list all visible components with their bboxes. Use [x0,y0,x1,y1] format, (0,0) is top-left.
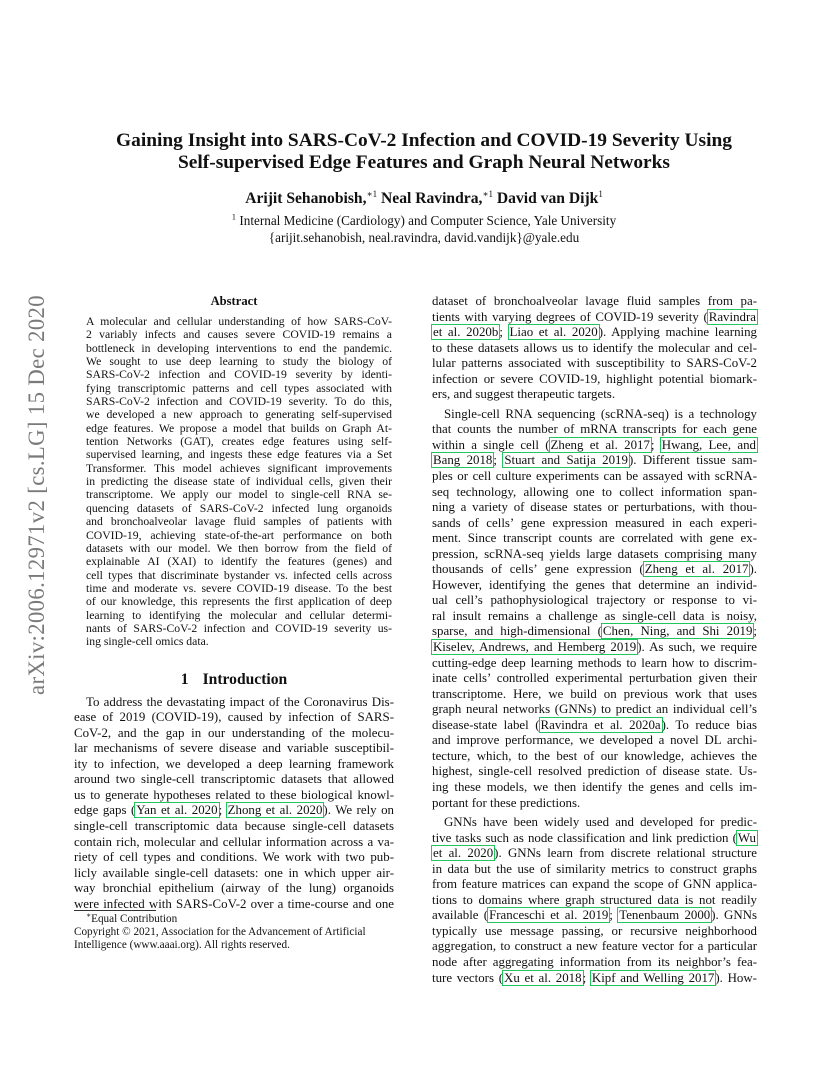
text-run: available ( [432,908,489,923]
text-line [432,780,757,796]
text-run: lar mechanisms of severe disease and variable susceptibil- [74,741,394,756]
text-run: ; [582,970,591,985]
text-run: graph neural networks (GNNs) to predict an individual cell’s [432,702,757,717]
text-line [432,624,757,640]
abstract-line: and bronchoalveolar lavage fluid samples of patients with [86,515,392,529]
text-line [432,609,757,625]
footnote-text: Equal Contribution [91,913,178,925]
text-line [432,516,757,532]
text-run: portant for these predictions. [432,795,581,810]
text-line [74,835,394,851]
text-line [432,310,757,326]
abstract-line: Transformer. This model achieves significant improvements [86,461,392,475]
text-line [432,846,757,862]
text-run: inate cells’ controlled experimental perturbation given their [432,671,757,686]
abstract-line: cell types that discriminate bystander vs. infected cells across [86,568,392,582]
text-line [432,764,757,780]
abstract-line: SARS-CoV-2 infection and COVID-19 severity. To do this, [86,395,392,409]
citation-link[interactable]: et al. 2020 [433,846,494,861]
text-run: ). To reduce bias [661,717,757,732]
citation-link[interactable]: Stuart and Satija 2019 [504,453,628,468]
text-line [74,772,394,788]
text-line [432,718,757,734]
text-run: ples or cell culture experiments can be assayed with scRNA- [432,469,757,484]
text-run: ing these models, we then identify the genes and cells im- [432,779,757,794]
author-name: Arijit Sehanobish, [245,190,367,207]
text-run: sands of cells’ gene expression measured in each experi- [432,515,757,530]
text-line [432,485,757,501]
text-line [432,422,757,438]
text-run: cutting-edge deep learning methods to learn how to discrim- [432,655,757,670]
text-run: tive tasks such as node classification and link prediction ( [432,830,737,845]
text-line [74,788,394,804]
text-line [432,640,757,656]
text-line [432,387,757,403]
text-run: within a single cell ( [432,437,550,452]
abstract-line: COVID-19, achieving state-of-the-art performance on both [86,528,392,542]
text-line [74,819,394,835]
citation-link[interactable]: Hwang, Lee, and [661,437,756,452]
abstract-line: ing single-cell omics data. [86,635,209,649]
text-line [432,924,757,940]
section-heading-introduction [74,671,394,689]
citation-link[interactable]: Ravindra et al. 2020a [540,717,661,732]
text-line [432,656,757,672]
citation-link[interactable]: Franceschi et al. 2019 [489,908,609,923]
text-run: CoV-2, and the gap in our understanding of the molecu- [74,725,394,740]
affiliation-block [96,212,752,246]
text-run: licly available single-cell datasets: one in which upper air- [74,865,394,880]
text-run: ). Different tissue sam- [628,453,757,468]
citation-link[interactable]: Tenenbaum 2000 [619,908,711,923]
text-line [432,294,757,310]
text-line [74,850,394,866]
text-run: that counts the number of mRNA transcripts for each gene [432,422,757,437]
text-line [432,733,757,749]
text-run: dataset of bronchoalveolar lavage fluid samples from pa- [432,294,757,308]
text-run: ). GNNs [711,908,757,923]
left-column [74,294,394,912]
text-run: However, identifying the genes that determine an individ- [432,577,757,592]
text-line [432,372,757,388]
citation-link[interactable]: Chen, Ning, and Shi 2019 [602,624,753,639]
author-affil-marker: ∗1 [366,188,378,199]
text-run: to these datasets allows us to identify the molecular and cel- [432,340,757,355]
text-line [432,971,757,987]
body-paragraph [432,407,757,811]
text-run: tients with varying degrees of COVID-19 severity ( [432,309,708,324]
abstract-line: of our knowledge, this represents the first application of deep [86,595,392,609]
copyright-line: Intelligence (www.aaai.org). All rights reserved. [74,939,290,952]
text-run: single-cell transcriptomic data because single-cell datasets [74,818,394,833]
author-name: Neal Ravindra, [381,190,483,207]
body-paragraph [432,294,757,403]
abstract-section [74,294,394,649]
abstract-line: 2 variably infects and causes severe COVID-19 remains a [86,328,392,342]
text-line [74,881,394,897]
text-run: ; [650,437,661,452]
abstract-line: quencing datasets of SARS-CoV-2 infected lung organoids [86,501,392,515]
text-run: disease-state label ( [432,717,540,732]
abstract-line: We sought to use deep learning to study the biology of [86,355,392,369]
text-line [432,749,757,765]
text-line [432,578,757,594]
text-line [432,702,757,718]
abstract-line: we developed a new approach to generating self-supervised [86,408,392,422]
abstract-text [74,315,394,649]
citation-link[interactable]: Wu [737,830,756,845]
abstract-line: tention Networks (GAT), creates edge features using self- [86,435,392,449]
text-line [432,500,757,516]
abstract-line: datasets with our model. We then borrow from the field of [86,541,392,555]
text-run: infection or severe COVID-19, highlight potential biomark- [432,371,757,386]
citation-link[interactable]: Liao et al. 2020 [509,325,598,340]
arxiv-side-stamp [8,285,60,705]
citation-link[interactable]: Xu et al. 2018 [504,970,582,985]
text-line [432,469,757,485]
affiliation-marker: 1 [231,211,237,222]
section-title: Introduction [202,670,288,688]
text-run: way bronchial epithelium (airway of the lung) organoids [74,881,394,896]
text-run: seq technology, allowing one to collect information span- [432,484,757,499]
text-run: ). We rely on [323,803,394,818]
citation-link[interactable]: Kipf and Welling 2017 [591,970,715,985]
text-line [74,866,394,882]
text-line [432,531,757,547]
text-run: were infected with SARS-CoV-2 over a time-course and one [74,896,394,911]
abstract-line: explainable AI (XAI) to identify the features (genes) and [86,555,392,569]
text-line [432,438,757,454]
text-run: ). [749,562,757,577]
author-name: David van Dijk [496,190,599,207]
title-line-1: Gaining Insight into SARS-CoV-2 Infection and COVID-19 Severity Using [116,130,732,151]
introduction-paragraph [74,695,394,913]
text-run: ). How- [715,970,757,985]
text-line [432,407,757,423]
citation-link[interactable]: Zheng et al. 2017 [550,437,650,452]
text-run: from feature matrices can expand the scope of GNN applica- [432,877,757,892]
text-run: highest, single-cell resolved prediction of disease state. Us- [432,764,757,779]
footnote-equal-contribution [74,910,394,926]
text-run: ease of 2019 (COVID-19), caused by infection of SARS- [74,710,394,725]
citation-link[interactable]: Ravindra [708,309,756,324]
citation-link[interactable]: Yan et al. 2020 [136,803,218,818]
affiliation-text: Internal Medicine (Cardiology) and Computer Science, Yale University [239,213,617,228]
citation-link[interactable]: Zhong et al. 2020 [227,803,323,818]
text-line [74,726,394,742]
text-run: sparse, and high-dimensional ( [432,624,602,639]
text-line [74,741,394,757]
text-line [432,796,757,812]
abstract-line: nants of SARS-CoV-2 infection and COVID-19 severity us- [86,621,392,635]
text-line [432,547,757,563]
text-run: contain rich, molecular and cellular information across a va- [74,834,394,849]
abstract-line: edge features. We propose a model that builds on Graph At- [86,421,392,435]
citation-link[interactable]: Kiselev, Andrews, and Hemberg 2019 [433,640,637,655]
abstract-line: learning to identifying the molecular and cellular determi- [86,608,392,622]
text-line [432,939,757,955]
text-run: ; [493,453,504,468]
text-run: aggregation, to construct a new feature vector for a particular [432,939,757,954]
text-line [432,671,757,687]
text-run: GNNs have been widely used and developed for predic- [444,815,757,830]
text-line [432,562,757,578]
abstract-line: SARS-CoV-2 infection and COVID-19 severity by identi- [86,368,392,382]
copyright-line: Copyright © 2021, Association for the Advancement of Artificial [74,926,366,939]
text-run: ; [609,908,619,923]
abstract-line: fying transcriptomic patterns and cell types associated with [86,381,392,395]
citation-link[interactable]: et al. 2020b [433,325,499,340]
text-line [74,695,394,711]
text-line [432,453,757,469]
text-run: ers, and suggest therapeutic targets. [432,387,616,402]
abstract-line: supervised learning, and ingests these edge features via a Set [86,448,392,462]
text-line [74,803,394,819]
section-number: 1 [180,670,189,688]
text-run: ning a variety of disease states or perturbations, with thou- [432,500,757,515]
text-line [432,908,757,924]
text-run: lular patterns associated with susceptibility to SARS-CoV-2 [432,356,757,371]
text-line [432,593,757,609]
text-run: ). Applying machine learning [598,325,757,340]
text-run: us to generate hypotheses related to these biological knowl- [74,787,394,802]
text-run: around two single-cell transcriptomic datasets that allowed [74,772,394,787]
text-run: thousands of cells’ gene expression ( [432,562,644,577]
affiliation-line [96,212,752,229]
text-run: ual cell’s pathophysiological trajectory or response to vi- [432,593,757,608]
text-run: ; [218,803,227,818]
text-line [432,955,757,971]
abstract-line: in predicting the disease state of individual cells, given their [86,475,392,489]
text-line [432,893,757,909]
text-line [432,831,757,847]
text-run: riety of cell types and conditions. We work with two pub- [74,850,394,865]
text-run: To address the devastating impact of the Coronavirus Dis- [86,694,394,709]
text-line [432,862,757,878]
abstract-line: time and moderate vs. severe COVID-19 disease. To the best [86,581,392,595]
body-paragraph [432,815,757,986]
text-line [432,356,757,372]
text-run: transcriptome. Here, we build on previous work that uses [432,686,757,701]
footnote-marker: ∗ [86,910,92,920]
text-run: ity to infection, we developed a deep learning framework [74,756,394,771]
text-run: edge gaps ( [74,803,136,818]
citation-link[interactable]: Bang 2018 [433,453,493,468]
paper-title [96,130,752,174]
text-line [432,341,757,357]
text-line [432,877,757,893]
text-line [432,687,757,703]
text-run: and improve performance, we developed a novel DL archi- [432,733,757,748]
text-line [74,710,394,726]
abstract-line: A molecular and cellular understanding of how SARS-CoV- [86,315,392,328]
text-run: ment. Since transcript counts are correlated with gene ex- [432,531,757,546]
author-affil-marker: 1 [598,188,603,199]
abstract-line: bottleneck in developing interventions to end the pandemic. [86,341,392,355]
text-run: ture vectors ( [432,970,504,985]
text-run: tions to domains where graph structured data is not readily [432,892,757,907]
text-run: Single-cell RNA sequencing (scRNA-seq) is a technology [444,406,757,421]
text-run: node after aggregating information from its neighbor’s fea- [432,954,757,969]
text-run: typically use message passing, or recursive neighborhood [432,923,757,938]
arxiv-stamp-text: arXiv:2006.12971v2 [cs.LG] 15 Dec 2020 [24,288,49,695]
author-emails: {arijit.sehanobish, neal.ravindra, david.vandijk}@yale.edu [268,230,580,245]
author-list [96,190,752,208]
text-line [432,815,757,831]
abstract-line: transcriptome. We apply our model to single-cell RNA se- [86,488,392,502]
text-run: ). GNNs learn from discrete relational structure [494,846,757,861]
right-column [432,294,757,986]
text-run: in data but the use of similarity metrics to construct graphs [432,861,757,876]
text-line [432,325,757,341]
text-run: pression, scRNA-seq yields large datasets comprising many [432,546,757,561]
text-run: ral insult remains a challenge as single-cell data is noisy, [432,608,757,623]
abstract-heading: Abstract [210,294,258,308]
footnote-block [74,910,394,953]
text-run: ; [499,325,509,340]
text-run: ). As such, we require [637,640,758,655]
text-run: ; [753,624,758,639]
text-run: tecture, which, to the best of our knowledge, achieves the [432,748,757,763]
citation-link[interactable]: Zheng et al. 2017 [644,562,749,577]
text-line [74,757,394,773]
title-line-2: Self-supervised Edge Features and Graph Neural Networks [178,152,670,173]
author-affil-marker: ∗1 [482,188,494,199]
